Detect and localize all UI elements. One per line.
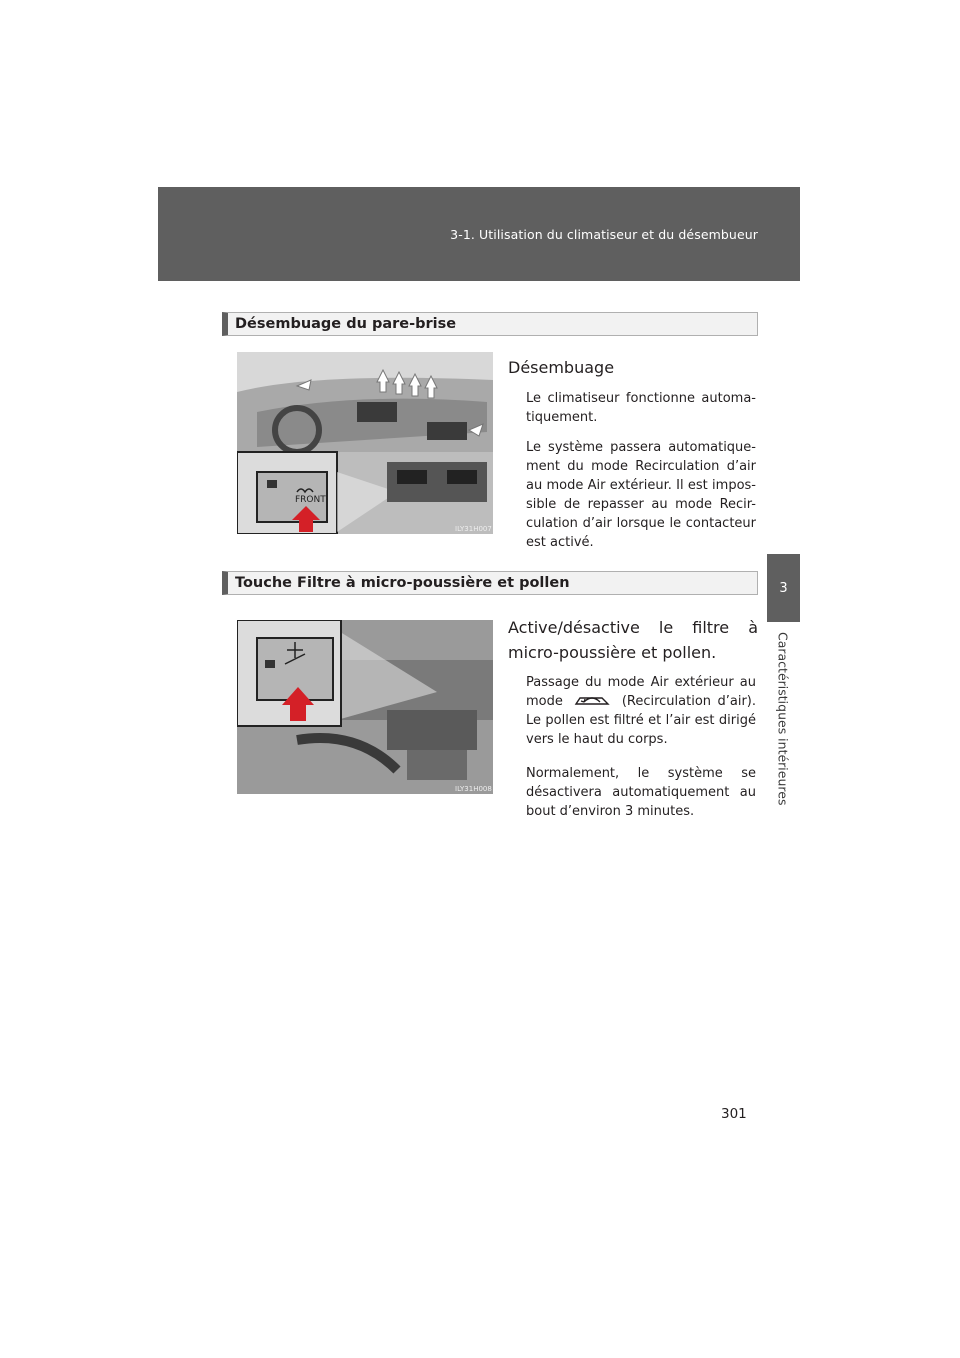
para-auto-operation: Le climatiseur fonctionne automa-tiquement. [526, 391, 756, 425]
para-filter-mode-before: Passage du mode Air extérieur au mode [526, 675, 756, 709]
page-number: 301 [721, 1106, 747, 1122]
chapter-tab: 3 [767, 554, 800, 622]
chapter-side-label-text: Caractéristiques intérieures [775, 632, 791, 806]
recirculation-icon [572, 693, 612, 707]
para-mode-switch: Le système passera automatique-ment du mode Recirculation d’air au mode Air extérieur. Il est impos-sible de repasser au mode Recir-culation d’air lorsque le contacteur est activé. [526, 440, 756, 550]
photo-filter-button [237, 620, 493, 794]
para-auto-off: Normalement, le système se désactivera automatiquement au bout d’environ 3 minutes. [526, 766, 756, 819]
heading-defogging: Désembuage [508, 358, 615, 377]
section-title-defogging [222, 312, 758, 336]
header-band [158, 187, 800, 281]
para-filter-mode [526, 673, 756, 749]
svg-text:FRONT: FRONT [295, 495, 326, 505]
para-filter-mode-after: (Recirculation d’air). Le pollen est filtré et l’air est dirigé vers le haut du corps. [526, 694, 756, 747]
section-title-text: Touche Filtre à micro-poussière et pollen [235, 575, 570, 591]
photo-windshield-defog [237, 352, 493, 534]
heading-filter: Active/désactive le filtre à micro-poussière et pollen. [508, 618, 758, 662]
section-title-text: Désembuage du pare-brise [235, 316, 457, 332]
chapter-section-title: 3-1. Utilisation du climatiseur et du désembueur [450, 227, 758, 242]
chapter-side-label [766, 632, 800, 812]
photo-code: ILY31H007 [455, 525, 492, 533]
photo-code: ILY31H008 [455, 785, 492, 793]
section-title-filter [222, 571, 758, 595]
